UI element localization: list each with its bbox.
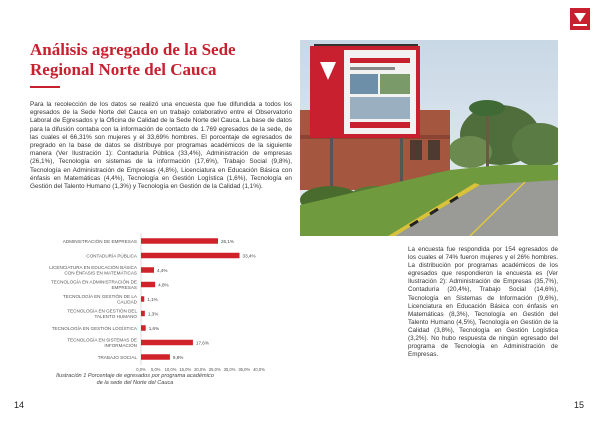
chart-bar [141,340,193,346]
chart-value-label: 26,1% [220,238,235,244]
caption-line-1: Ilustración 1 Porcentaje de egresados por programa académico [56,373,214,379]
chart-x-tick-label: 15,0% [179,367,192,372]
chart-category-label-line: TECNOLOGÍA EN GESTIÓN DEL [67,308,137,314]
chart-value-label: 17,6% [195,340,209,346]
campus-photo [300,40,558,236]
chart-category-label-line: INFORMACIÓN [104,343,137,349]
chart-category-label-line: CONTADURÍA PÚBLICA [86,253,137,259]
caption-line-2: de la sede del Norte del Cauca [96,380,174,386]
chart-value-label: 1,3% [147,311,159,317]
chart-category-label [52,325,138,331]
chart-category-label-line: CALIDAD [117,299,137,305]
chart-x-tick-label: 5,0% [150,367,161,372]
chart-bar [141,238,218,244]
chart-category-label-line: CON ÉNFASIS EN MATEMÁTICAS [64,270,137,276]
chart-category-label-line: EMPRESAS [111,285,137,291]
chart-bar [141,311,145,317]
chart-category-label-line: TECNOLOGÍA EN GESTIÓN LOGÍSTICA [51,325,137,331]
survey-paragraph: La encuesta fue respondida por 154 egresados de los cuales el 74% fueron mujeres y el 26% hombres. La distribución por programas académicos de los egresados que respondieron la encuesta es (Ver Ilustración 2): Administración de Empresas (35,7%), Contaduría (20,4%), Trabajo Social (14,6%), Tecnología en Sistemas de Información (9,6%), Licenciatura en Educación Básica con énfasis en Matemáticas (8,3%), Tecnología en Gestión del Talento Humano (4,5%), Tecnología en Gestión de la Calidad (3,8%), Tecnología en Gestión Logística (3,2%). No hubo respuesta de ningún egresado del programa de Tecnología en Administración de Empresas. [408,246,558,359]
chart-category-label [63,238,137,244]
chart-category-label-line: TRABAJO SOCIAL [97,354,137,360]
chart-category-label [67,337,137,349]
chart-category-label-line: TALENTO HUMANO [94,314,137,320]
chart-value-label: 4,4% [156,267,168,273]
chart-bar [141,253,240,259]
chart-x-tick-label: 20,0% [194,367,206,372]
chart-bar [141,282,155,288]
chart-x-tick-label: 0,0% [136,367,146,372]
title-line-2: Regional Norte del Cauca [30,60,217,79]
chart-caption [30,373,240,387]
chart-bar [141,296,144,302]
page-number-left: 14 [14,400,25,410]
chart-category-label-line: TECNOLOGÍA EN SISTEMAS DE [67,337,137,343]
chart-value-label: 4,8% [158,282,169,288]
university-logo-icon [567,6,593,32]
page-number-right: 15 [574,400,585,410]
chart-category-label [67,308,137,320]
chart-value-label: 33,4% [242,253,256,259]
chart-category-label [49,264,138,276]
chart-category-label-line: LICENCIATURA EN EDUCACIÓN BÁSICA [49,265,137,270]
chart-bar [141,354,170,360]
chart-value-label: 1,1% [147,296,158,302]
chart-category-label [98,355,138,360]
title-line-1: Análisis agregado de la Sede [30,40,236,59]
chart-value-label: 9,8% [172,354,184,360]
chart-bar [141,267,154,273]
chart-x-tick-label: 25,0% [208,367,221,372]
chart-x-tick-label: 35,0% [238,367,251,372]
chart-x-tick-label: 40,0% [253,367,265,372]
chart-value-label: 1,6% [148,325,160,331]
chart-category-label-line: TECNOLOGÍA EN GESTIÓN DE LA [62,294,137,299]
campus-photo-illustration [300,40,558,236]
chart-category-label [86,252,138,258]
chart-category-label-line: TECNOLOGÍA EN ADMINISTRACIÓN DE [50,279,137,285]
chart-x-tick-label: 10,0% [164,367,177,372]
chart-bar [141,325,146,331]
chart-category-label-line: ADMINISTRACIÓN DE EMPRESAS [62,238,137,244]
chart-category-label [51,279,137,291]
chart-x-tick-label: 30,0% [223,367,236,372]
intro-paragraph: Para la recolección de los datos se realizó una encuesta que fue difundida a todos los egresados de la Sede Norte del Cauca en un trabajo colaborativo entre el Observatorio Laboral de Egresados y la Oficina de Calidad de la Sede Norte del Cauca. La base de datos para la difusión contaba con la información de contacto de 1.769 egresados de la sede, de las cuales el 66,31% son mujeres y el 33,69% hombres. El porcentaje de egresados de pregrado en la base de datos se distribuye por programas académicos de la siguiente manera (Ver Ilustración 1): Contaduría Pública (33,4%), Administración de empresas (26,1%), Tecnología en sistemas de la información (17,6%), Trabajo Social (9,8%), Tecnología en Administración de Empresas (4,8%), Licenciatura en Educación Básica con énfasis en Matemáticas (4,4%), Tecnología en Gestión Logística (1,6%), Tecnología en Gestión del Talento Humano (1,3%) y Tecnología en Gestión de la Calidad (1,1%). [30,101,292,191]
chart-category-label [63,293,138,305]
